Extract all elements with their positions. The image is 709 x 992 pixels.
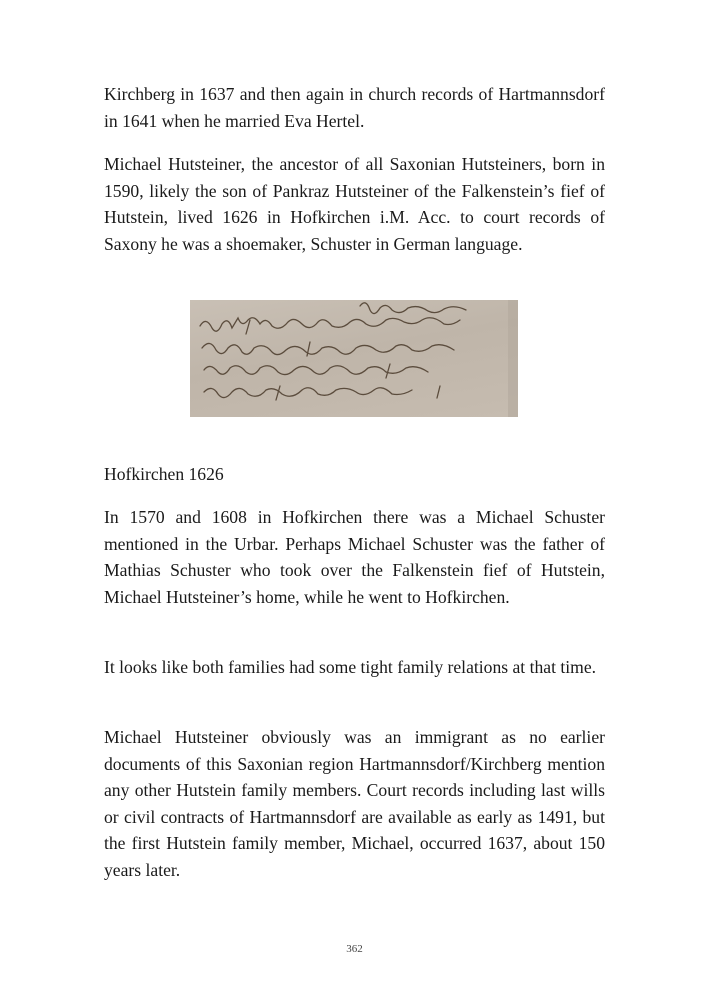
manuscript-script-icon bbox=[190, 300, 518, 417]
section-heading: Hofkirchen 1626 bbox=[104, 464, 224, 484]
paragraph-kirchberg-1637: Kirchberg in 1637 and then again in church records of Hartmannsdorf in 1641 when he married Eva Hertel. bbox=[104, 84, 605, 131]
paragraph-family-relations: It looks like both families had some tight family relations at that time. bbox=[104, 657, 597, 677]
paragraph-michael-hutsteiner-ancestor: Michael Hutsteiner, the ancestor of all Saxonian Hutsteiners, born in 1590, likely the son of Pankraz Hutsteiner of the Falkenstein’s fief of Hutstein, lived 1626 in Hofkirchen i.M. Acc. to court records of Saxony he was a shoemaker, Schuster in German language. bbox=[104, 154, 605, 254]
page-number: 362 bbox=[346, 943, 363, 955]
paragraph-immigrant: Michael Hutsteiner obviously was an immigrant as no earlier documents of this Saxonian region Hartmannsdorf/Kirchberg mention any other Hutstein family members. Court records including last wills or civil contracts of Hartmannsdorf are available as early as 1491, but the first Hutstein family member, Michael, occurred 1637, about 150 years later. bbox=[104, 727, 605, 880]
paragraph-michael-schuster: In 1570 and 1608 in Hofkirchen there was a Michael Schuster mentioned in the Urbar. Perhaps Michael Schuster was the father of Mathias Schuster who took over the Falkenstein fief of Hutstein, Michael Hutsteiner’s home, while he went to Hofkirchen. bbox=[104, 507, 605, 607]
handwritten-record-image bbox=[190, 300, 518, 417]
